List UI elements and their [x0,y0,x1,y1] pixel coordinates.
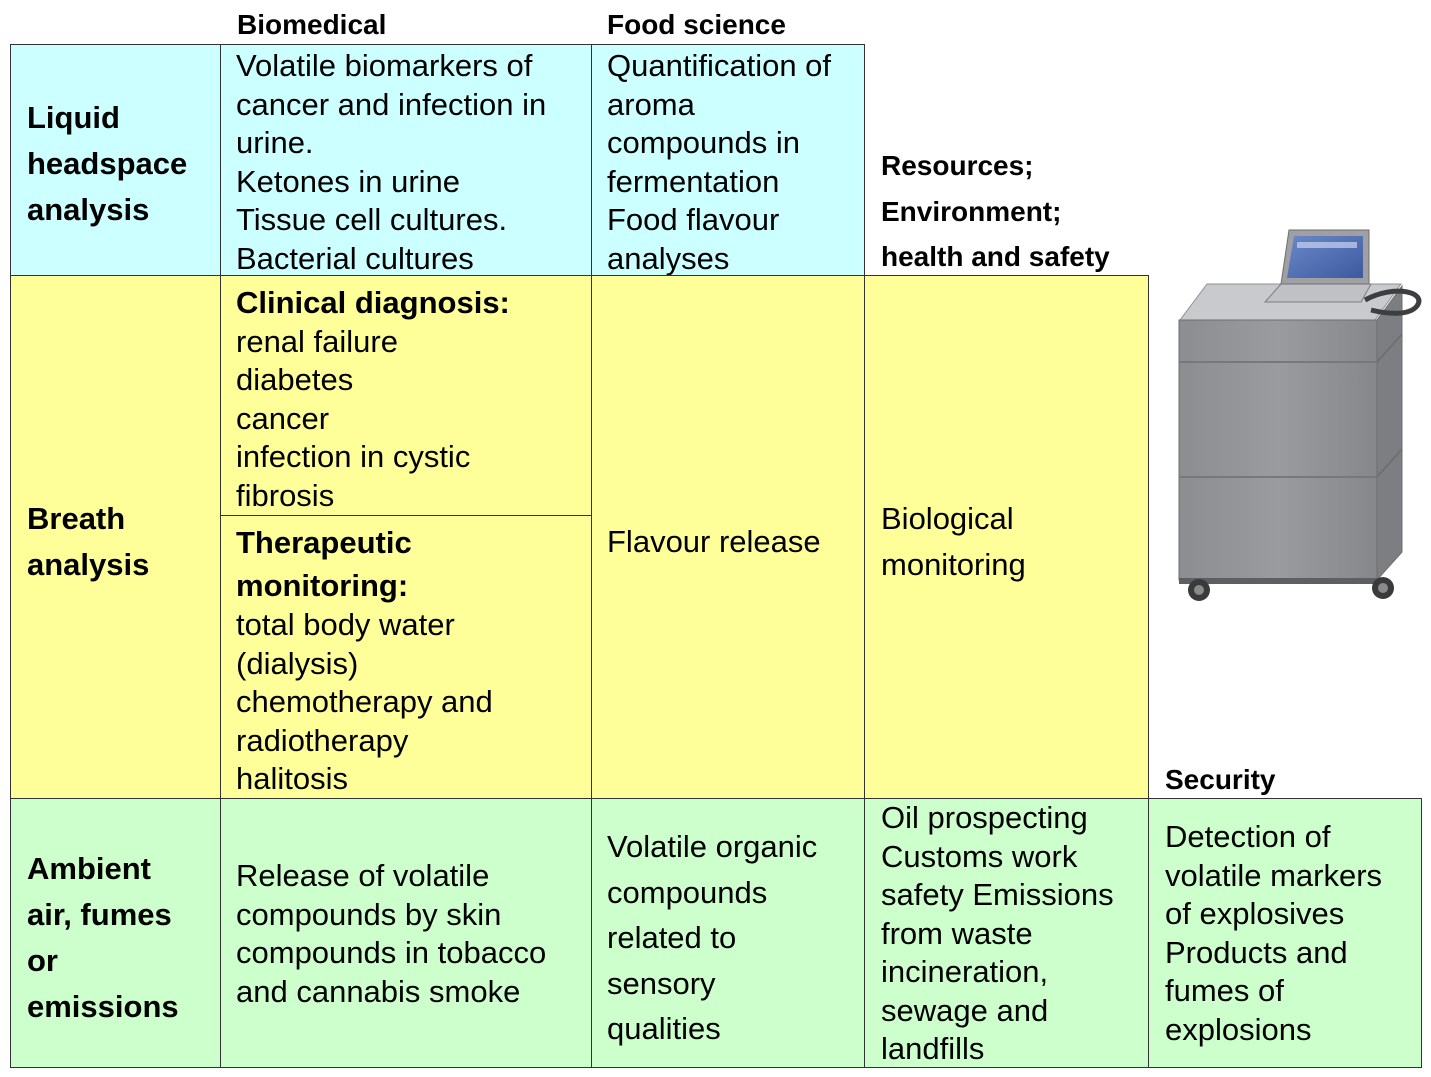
column-header-food-science: Food science [607,9,786,40]
cell-line: explosions [1165,1011,1312,1047]
row-header-breath [10,275,221,799]
cell-line: compounds [607,874,768,910]
cell-line: fumes of [1165,973,1284,1008]
cell-line: Ketones in urine [236,163,461,199]
cell-line: Tissue cell cultures. [236,202,508,237]
cell-line: Detection of [1165,819,1331,854]
cell-line: compounds in tobacco [236,935,547,970]
cell-line: cancer [236,400,330,436]
cell-line: Volatile biomarkers of [236,48,533,83]
row-header-line: Breath [27,501,126,536]
cell-line: sensory [607,965,716,1001]
cell-line: Biological [881,501,1014,536]
cell-line: radiotherapy [236,722,409,758]
cell-line: volatile markers [1165,857,1383,893]
row-header-ambient [10,798,221,1068]
cell-line: Oil prospecting [881,800,1088,835]
cell-line: and cannabis smoke [236,973,521,1009]
resources-line: Environment; [881,195,1062,227]
cell-breath-resources [864,275,1149,799]
cell-line: chemotherapy and [236,684,493,719]
row-header-line: or [27,943,58,978]
cell-line: cancer and infection in [236,86,547,122]
column-header-biomedical: Biomedical [237,9,387,40]
cell-line: urine. [236,125,314,160]
cell-line: Flavour release [607,524,821,559]
row-header-line: analysis [27,192,150,227]
column-header-resources [881,143,1110,280]
cell-ambient-security [1148,798,1422,1068]
cell-line: Customs work [881,838,1078,874]
row-header-line: air, fumes [27,897,172,932]
cell-line: total body water [236,607,455,642]
cell-line: compounds by skin [236,896,502,932]
cell-line: renal failure [236,323,398,359]
cell-line: (dialysis) [236,645,359,681]
cell-line: incineration, [881,954,1049,989]
cell-liquid-biomedical [220,44,592,276]
cell-line: fermentation [607,163,780,199]
cell-line: Products and [1165,934,1348,970]
cell-breath-clinical-diagnosis [220,275,592,516]
cell-breath-therapeutic-monitoring [220,515,592,799]
cell-liquid-food-science [591,44,865,276]
row-header-line: analysis [27,547,150,582]
row-header-line: Ambient [27,851,151,886]
row-header-liquid [10,44,221,276]
column-header-security: Security [1165,764,1276,795]
cell-line: qualities [607,1011,721,1046]
cell-line: Food flavour [607,202,780,237]
cell-line: Volatile organic [607,829,818,864]
cell-ambient-food-science [591,798,865,1068]
cell-line: landfills [881,1031,985,1066]
cell-line: Release of volatile [236,858,490,893]
therapeutic-heading: monitoring: [236,568,409,603]
resources-line: health and safety [881,241,1110,272]
cell-line: of explosives [1165,896,1345,931]
cell-line: from waste [881,915,1033,951]
instrument-cabinet-with-laptop-image [1165,222,1425,607]
cell-line: compounds in [607,125,801,160]
row-header-line: Liquid [27,100,120,135]
cell-line: analyses [607,240,730,276]
cell-line: sewage and [881,992,1049,1028]
therapeutic-heading: Therapeutic [236,525,412,560]
cell-ambient-biomedical [220,798,592,1068]
cell-line: halitosis [236,761,348,796]
clinical-diagnosis-heading: Clinical diagnosis: [236,285,510,320]
cell-line: fibrosis [236,477,335,513]
cell-line: related to [607,920,737,955]
row-header-line: headspace [27,146,188,181]
cell-line: diabetes [236,362,354,397]
cell-line: safety Emissions [881,877,1114,912]
cell-line: Quantification of [607,48,832,83]
resources-line: Resources; [881,150,1034,181]
cell-breath-food-science [591,275,865,799]
cell-line: infection in cystic [236,439,471,474]
row-header-line: emissions [27,989,179,1024]
cell-line: aroma [607,86,695,122]
cell-line: Bacterial cultures [236,240,474,276]
cell-line: monitoring [881,546,1026,582]
cell-ambient-resources [864,798,1149,1068]
